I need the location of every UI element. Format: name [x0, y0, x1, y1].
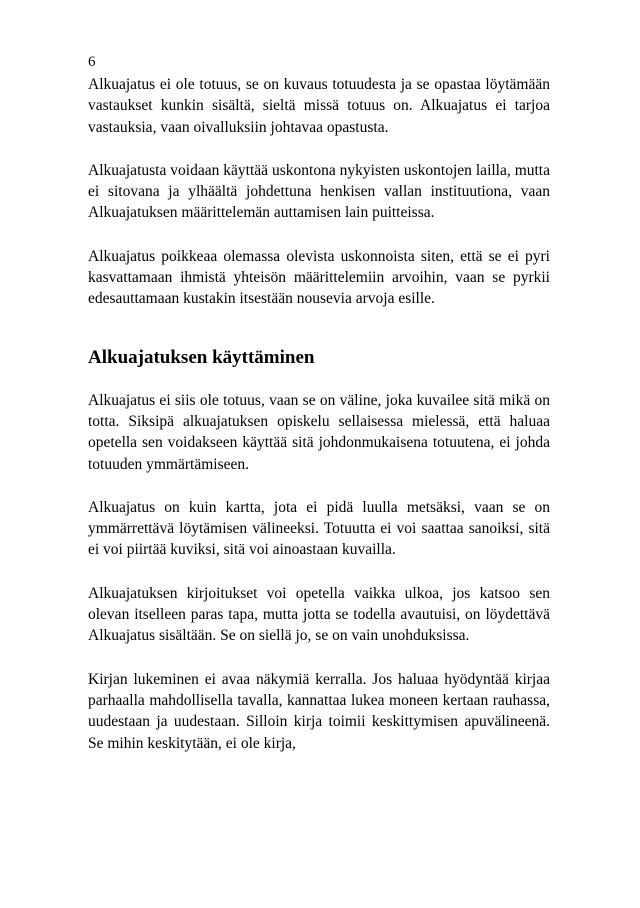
- section-paragraph-1: Alkuajatus ei siis ole totuus, vaan se on väline, joka kuvailee sitä mikä on totta. Siksipä alkuajatuksen opiskelu sellaisessa mielessä, että haluaa opetella sen voidakseen käyttää sitä johdonmukaisena totuutena, ei johda totuuden ymmärtämiseen.: [88, 391, 550, 473]
- section-paragraph-2: Alkuajatus on kuin kartta, jota ei pidä luulla metsäksi, vaan se on ymmärrettävä löytämisen välineeksi. Totuutta ei voi saattaa sanoiksi, sitä ei voi piirtää kuviksi, sitä voi ainoastaan kuvailla.: [88, 498, 550, 559]
- intro-paragraph-1: Alkuajatus ei ole totuus, se on kuvaus totuudesta ja se opastaa löytämään vastaukset kunkin sisältä, sieltä missä totuus on. Alkuajatus ei tarjoa vastauksia, vaan oivalluksiin johtavaa opastusta.: [88, 76, 550, 136]
- intro-paragraph-2: Alkuajatusta voidaan käyttää uskontona nykyisten uskontojen lailla, mutta ei sitovana ja ylhäältä johdettuna henkisen vallan instituutiona, vaan Alkuajatuksen määrittelemän auttamisen lain puitteissa.: [88, 161, 550, 222]
- section-paragraph-3: Alkuajatuksen kirjoitukset voi opetella vaikka ulkoa, jos katsoo sen olevan itselleen paras tapa, mutta jotta se todella avautuisi, on löydettävä Alkuajatus sisältään. Se on siellä jo, se on vain unohduksissa.: [88, 584, 550, 645]
- intro-paragraph-3: Alkuajatus poikkeaa olemassa olevista uskonnoista siten, että se ei pyri kasvattamaan ihmistä yhteisön määrittelemiin arvoihin, vaan se pyrkii edesauttamaan kustakin itsestään nousevia arvoja esille.: [88, 247, 550, 308]
- document-page: [88, 52, 550, 754]
- page-number: 6: [88, 54, 96, 70]
- section-paragraph-4: Kirjan lukeminen ei avaa näkymiä kerralla. Jos haluaa hyödyntää kirjaa parhaalla mahdollisella tavalla, kannattaa lukea moneen kertaan rauhassa, uudestaan ja uudestaan. Silloin kirja toimii keskittymisen apuvälineenä. Se mihin keskitytään, ei ole kirja,: [88, 670, 550, 752]
- section-heading: Alkuajatuksen käyttäminen: [88, 346, 315, 368]
